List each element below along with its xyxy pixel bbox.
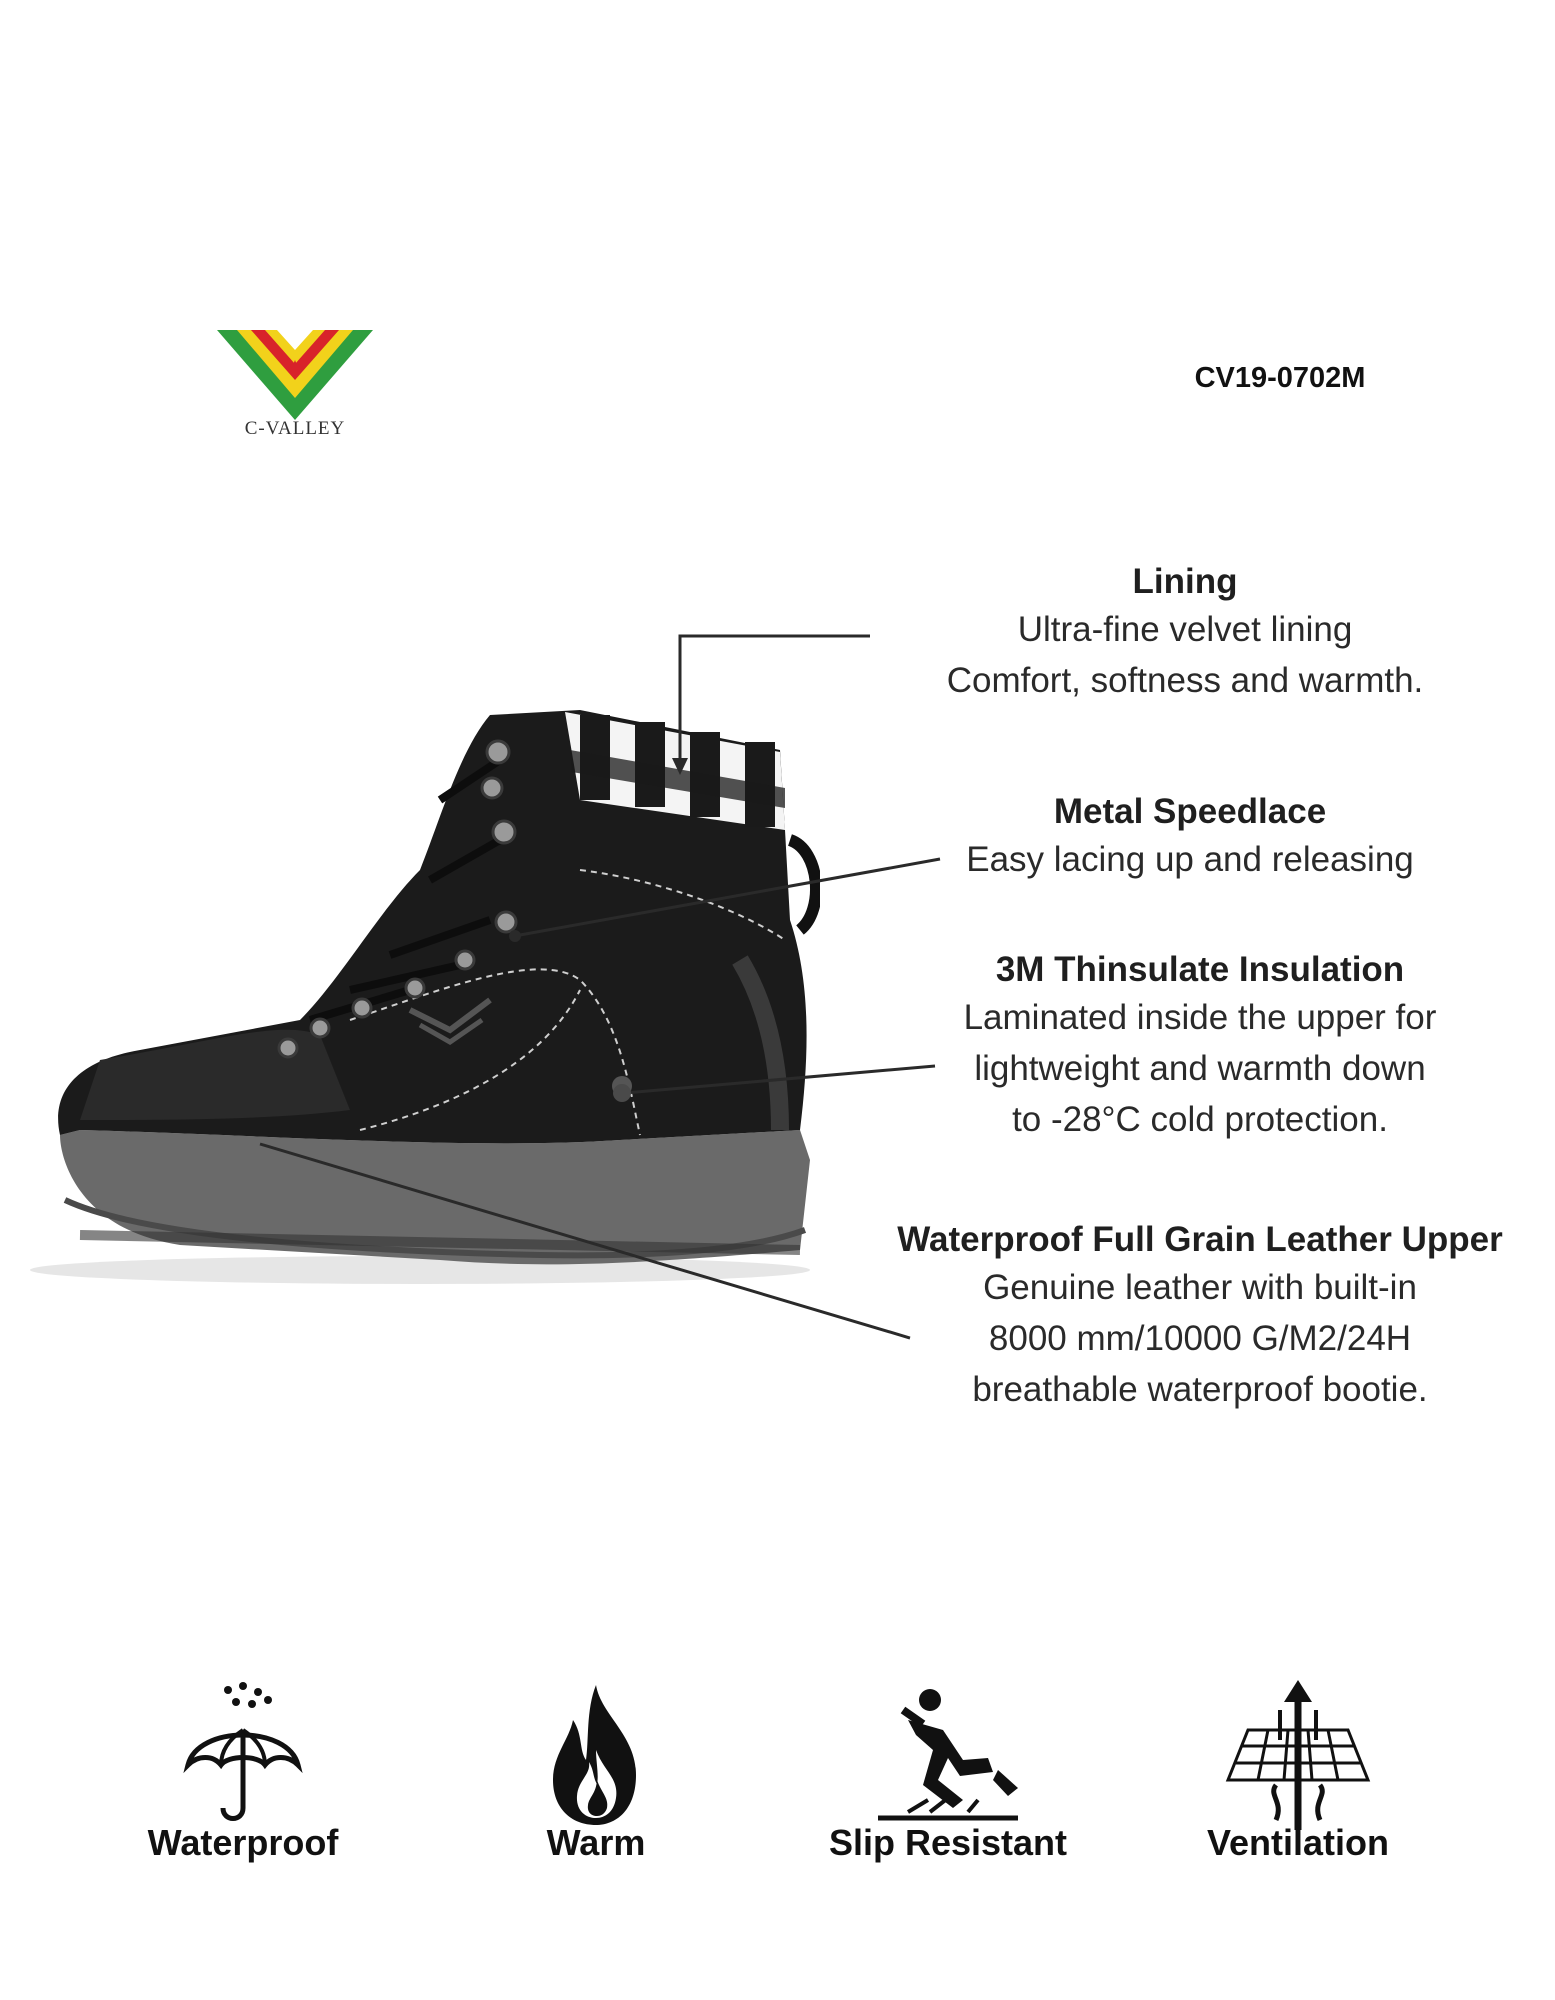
badge-label: Slip Resistant [828,1822,1068,1863]
feature-description: Ultra-fine velvet lining Comfort, softness and warmth. [946,610,1424,700]
feature-title: Waterproof Full Grain Leather Upper [897,1220,1503,1259]
badge-label: Warm [546,1822,646,1863]
feature-insulation [880,948,1520,1145]
badge-label: Waterproof [147,1822,339,1863]
feature-lining [870,560,1500,706]
feature-description: Easy lacing up and releasing [966,840,1414,879]
feature-title: Lining [1132,562,1238,601]
feature-speedlace [880,790,1500,885]
flame-icon [466,1680,726,1840]
feature-description: Laminated inside the upper for lightweight and warmth down to -28°C cold protection. [963,998,1437,1139]
product-sku: CV19-0702M [1194,362,1366,394]
airflow-grid-icon [1168,1680,1428,1840]
feature-leather-upper [860,1218,1540,1415]
brand-chevron-mark [215,328,375,423]
feature-title: 3M Thinsulate Insulation [995,950,1405,989]
boot-image [20,690,820,1300]
brand-logo [215,328,375,448]
slipping-person-icon [818,1680,1078,1840]
feature-description: Genuine leather with built-in 8000 mm/10000 G/M2/24H breathable waterproof bootie. [972,1268,1428,1409]
umbrella-rain-icon [113,1680,373,1840]
brand-name: C-VALLEY [244,418,346,439]
feature-title: Metal Speedlace [1053,792,1327,831]
badge-label: Ventilation [1206,1822,1390,1863]
